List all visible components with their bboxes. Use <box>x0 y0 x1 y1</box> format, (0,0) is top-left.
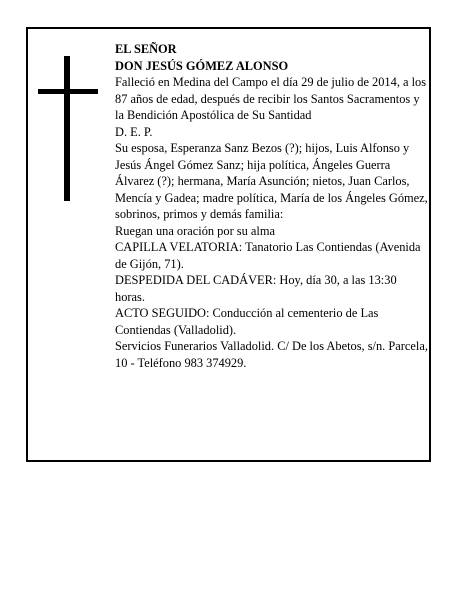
rest-in-peace: D. E. P. <box>115 124 153 139</box>
cross-vertical-bar <box>64 56 70 201</box>
funeral-services-contact: Servicios Funerarios Valladolid. C/ De los Abetos, s/n. Parcela, 10 - Teléfono 983 374929. <box>115 339 428 370</box>
death-announcement: Falleció en Medina del Campo el día 29 de julio de 2014, a los 87 años de edad, después de recibir los Santos Sacramentos y la Bendición Apostólica de Su Santidad <box>115 75 427 122</box>
wake-location: CAPILLA VELATORIA: Tanatorio Las Contiendas (Avenida de Gijón, 71). <box>115 240 421 271</box>
cross-horizontal-bar <box>38 89 98 94</box>
obituary-notice <box>26 27 431 462</box>
latin-cross-icon <box>38 56 98 201</box>
prayer-request: Ruegan una oración por su alma <box>115 223 275 238</box>
notice-text <box>115 41 428 371</box>
notice-title-line-1: EL SEÑOR <box>115 42 177 56</box>
deceased-name: DON JESÚS GÓMEZ ALONSO <box>115 58 289 73</box>
farewell-time: DESPEDIDA DEL CADÁVER: Hoy, día 30, a las 13:30 horas. <box>115 273 397 304</box>
family-members: Su esposa, Esperanza Sanz Bezos (?); hijos, Luis Alfonso y Jesús Ángel Gómez Sanz; hija política, Ángeles Guerra Álvarez (?); hermana, María Asunción; nietos, Juan Carlos, Mencía y Gadea; madre política, María de los Ángeles Gómez, sobrinos, primos y demás familia: <box>115 141 428 221</box>
procession-info: ACTO SEGUIDO: Conducción al cementerio de Las Contiendas (Valladolid). <box>115 306 379 337</box>
